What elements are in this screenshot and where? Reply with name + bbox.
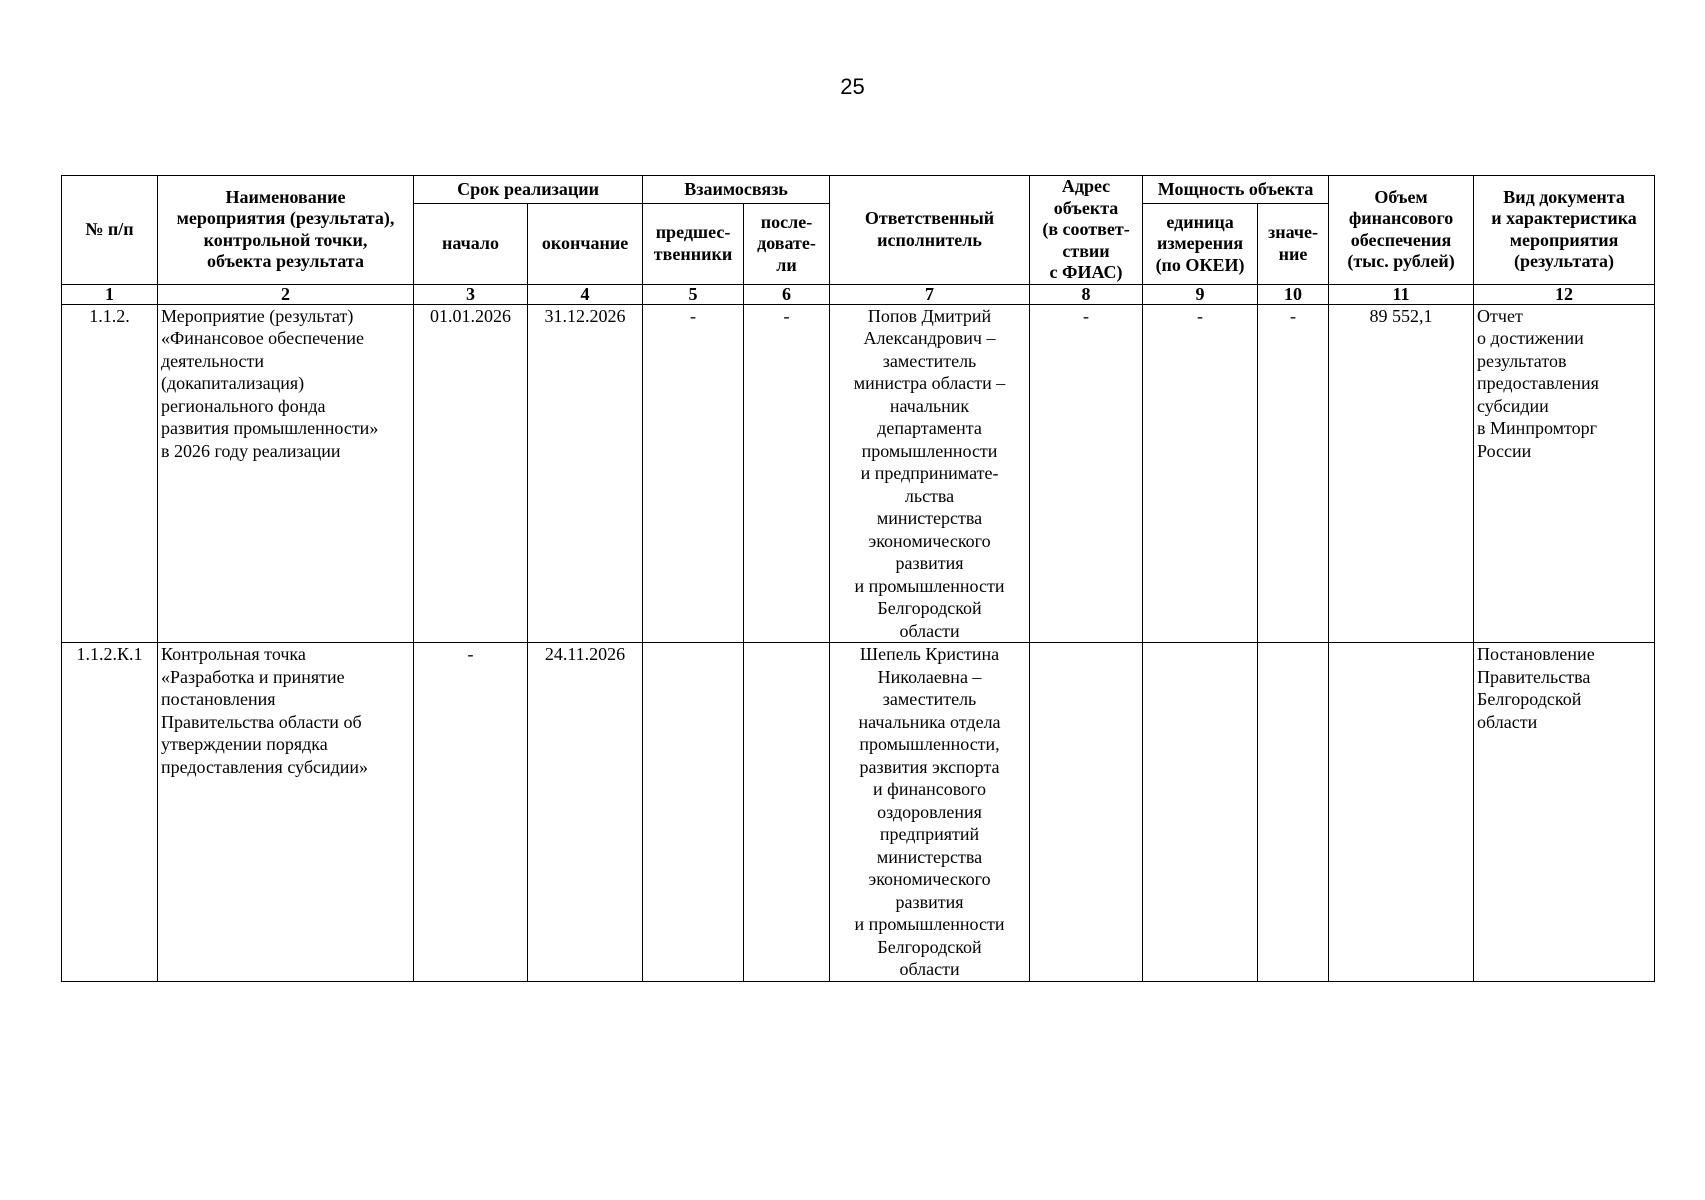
row-unit bbox=[1143, 643, 1258, 982]
column-number: 9 bbox=[1143, 284, 1258, 304]
header-end: окончание bbox=[528, 204, 643, 284]
header-address: Адрес объекта (в соответ- ствии с ФИАС) bbox=[1030, 176, 1143, 285]
row-financing: 89 552,1 bbox=[1329, 304, 1474, 643]
column-number: 6 bbox=[744, 284, 830, 304]
header-value: значе- ние bbox=[1258, 204, 1329, 284]
column-number: 7 bbox=[830, 284, 1030, 304]
row-start: - bbox=[414, 643, 528, 982]
row-executor: Шепель Кристина Николаевна – заместитель начальника отдела промышленности, развития экспорта и финансового оздоровления предприятий министерства экономического развития и промышленности Белгородской области bbox=[830, 643, 1030, 982]
table-row bbox=[62, 304, 1655, 643]
row-name: Контрольная точка «Разработка и принятие постановления Правительства области об утверждении порядка предоставления субсидии» bbox=[158, 643, 414, 982]
column-numbers-row bbox=[62, 284, 1655, 304]
column-number: 4 bbox=[528, 284, 643, 304]
column-number: 8 bbox=[1030, 284, 1143, 304]
row-executor: Попов Дмитрий Александрович – заместитель министра области – начальник департамента промышленности и предпринимате- льства министерства экономического развития и промышленности Белгородской области bbox=[830, 304, 1030, 643]
row-document: Отчет о достижении результатов предоставления субсидии в Минпромторг России bbox=[1474, 304, 1655, 643]
row-successors: - bbox=[744, 304, 830, 643]
row-successors bbox=[744, 643, 830, 982]
row-predecessors: - bbox=[643, 304, 744, 643]
column-number: 11 bbox=[1329, 284, 1474, 304]
column-number: 1 bbox=[62, 284, 158, 304]
row-predecessors bbox=[643, 643, 744, 982]
header-term-group: Срок реализации bbox=[414, 176, 643, 204]
header-capacity-group: Мощность объекта bbox=[1143, 176, 1329, 204]
row-num: 1.1.2.К.1 bbox=[62, 643, 158, 982]
table-row bbox=[62, 643, 1655, 982]
header-row-1 bbox=[62, 176, 1655, 204]
column-number: 2 bbox=[158, 284, 414, 304]
header-document: Вид документа и характеристика мероприятия (результата) bbox=[1474, 176, 1655, 285]
header-executor: Ответственный исполнитель bbox=[830, 176, 1030, 285]
column-number: 5 bbox=[643, 284, 744, 304]
column-number: 10 bbox=[1258, 284, 1329, 304]
activities-table bbox=[61, 175, 1655, 982]
row-address bbox=[1030, 643, 1143, 982]
header-num: № п/п bbox=[62, 176, 158, 285]
row-end: 31.12.2026 bbox=[528, 304, 643, 643]
row-value: - bbox=[1258, 304, 1329, 643]
row-name: Мероприятие (результат) «Финансовое обеспечение деятельности (докапитализация) регионального фонда развития промышленности» в 2026 году реализации bbox=[158, 304, 414, 643]
header-unit: единица измерения (по ОКЕИ) bbox=[1143, 204, 1258, 284]
header-start: начало bbox=[414, 204, 528, 284]
row-address: - bbox=[1030, 304, 1143, 643]
column-number: 3 bbox=[414, 284, 528, 304]
header-link-group: Взаимосвязь bbox=[643, 176, 830, 204]
header-name: Наименование мероприятия (результата), контрольной точки, объекта результата bbox=[158, 176, 414, 285]
row-document: Постановление Правительства Белгородской области bbox=[1474, 643, 1655, 982]
header-financing: Объем финансового обеспечения (тыс. рублей) bbox=[1329, 176, 1474, 285]
column-number: 12 bbox=[1474, 284, 1655, 304]
page-number: 25 bbox=[840, 74, 865, 99]
row-value bbox=[1258, 643, 1329, 982]
header-successors: после- довате- ли bbox=[744, 204, 830, 284]
row-financing bbox=[1329, 643, 1474, 982]
row-start: 01.01.2026 bbox=[414, 304, 528, 643]
row-num: 1.1.2. bbox=[62, 304, 158, 643]
row-unit: - bbox=[1143, 304, 1258, 643]
row-end: 24.11.2026 bbox=[528, 643, 643, 982]
header-predecessors: предшес- твенники bbox=[643, 204, 744, 284]
